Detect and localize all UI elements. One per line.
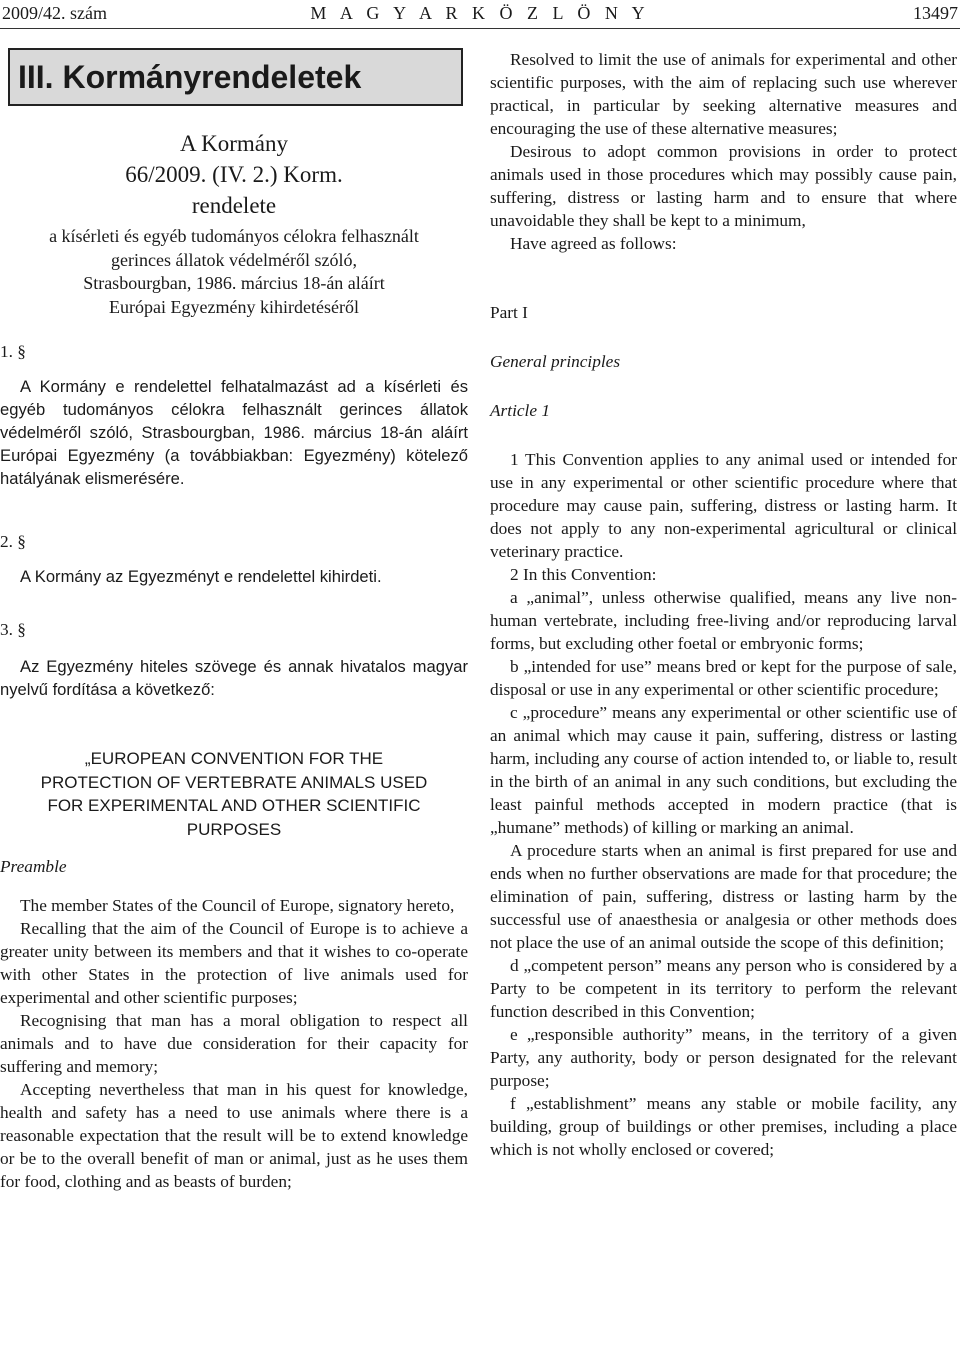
article-paragraph: a „animal”, unless otherwise qualified, means any live non-human vertebrate, including free-living and/or reproducing larval forms, but excluding other foetal or embryonic forms; [490,588,957,653]
article-paragraph: A procedure starts when an animal is first prepared for use and ends when no further observations are made for that procedure; the elimination of pain, suffering, distress or lasting harm by the successful use of anaesthesia or analgesia or other methods does not place the use of an animal outside the scope of this definition; [490,841,957,952]
preamble-paragraph: Resolved to limit the use of animals for experimental and other scientific purposes, with the aim of replacing such use wherever practical, in particular by seeking alternative measures and encouraging the use of these alternative measures; [490,50,957,138]
article-paragraph: c „procedure” means any experimental or other scientific use of an animal which may cause it pain, suffering, distress or lasting harm, including any course of action intended to, or liable to, result in the birth of an animal in any such conditions, but excluding the least painful methods accepted in modern practice (that is „humane” methods) of killing or marking an animal. [490,703,957,837]
convention-title-line: „EUROPEAN CONVENTION FOR THE [84,749,384,768]
preamble-paragraph: The member States of the Council of Europe, signatory hereto, [20,896,455,915]
right-column [490,48,957,1161]
convention-title-line: PURPOSES [186,819,282,839]
decree-word: rendelete [191,193,277,218]
preamble-paragraph: Have agreed as follows: [510,234,677,253]
section-heading: 3. § [0,620,26,639]
section-text: Az Egyezmény hiteles szövege és annak hivatalos magyar nyelvű fordítása a következő: [0,657,468,699]
page-number: 13497 [913,3,958,23]
decree-number: 66/2009. (IV. 2.) Korm. [125,162,343,187]
article-paragraph: d „competent person” means any person who is considered by a Party to be competent in its territory to perform the relevant function described in this Convention; [490,956,957,1021]
issue-number: 2009/42. szám [2,3,107,23]
section-heading: 1. § [0,342,26,361]
part-heading: Part I [490,303,528,322]
part-title: III. Kormányrendeletek [8,48,463,106]
article-paragraph: f „establishment” means any stable or mobile facility, any building, group of buildings or other premises, including a place which is not wholly enclosed or covered; [490,1094,957,1159]
left-column [0,48,468,1193]
section-heading: 2. § [0,532,26,551]
preamble-paragraph: Desirous to adopt common provisions in order to protect animals used in those procedures which may possibly cause pain, suffering, distress or lasting harm and to ensure that where unavoidable they shall be kept to a minimum, [490,142,957,230]
article-paragraph: 2 In this Convention: [510,565,657,584]
article-paragraph: 1 This Convention applies to any animal used or intended for use in any experimental or other scientific procedure where that procedure may cause pain, suffering, distress or lasting harm. It does not apply to any non-experimental agricultural or clinical veterinary practice. [490,450,957,561]
article-heading: Article 1 [490,401,550,420]
convention-title-line: FOR EXPERIMENTAL AND OTHER SCIENTIFIC [47,796,421,815]
decree-subject-line: gerinces állatok védelméről szóló, [111,249,357,270]
preamble-heading: Preamble [0,857,67,876]
journal-title: M A G Y A R K Ö Z L Ö N Y [310,3,650,23]
section-text: A Kormány e rendelettel felhatalmazást ad a kísérleti és egyéb tudományos célokra felhasznált gerinces állatok védelméről szóló, Strasbourgban, 1986. március 18-án aláírt Európai Egyezmény (a továbbiakban: Egyezmény) kötelező hatályának elismerésére. [0,377,468,488]
decree-subject-line: Európai Egyezmény kihirdetéséről [109,296,359,317]
part-name: General principles [490,352,621,371]
article-paragraph: b „intended for use” means bred or kept for the purpose of sale, disposal or use in any experimental or other scientific procedure; [490,657,957,699]
header-rule [0,28,960,29]
convention-title-line: PROTECTION OF VERTEBRATE ANIMALS USED [40,772,428,792]
preamble-paragraph: Recognising that man has a moral obligation to respect all animals and to have due consideration for their capacity for suffering and memory; [0,1011,468,1076]
section-text: A Kormány az Egyezményt e rendelettel kihirdeti. [20,567,382,586]
government-heading: A Kormány [180,131,288,156]
article-paragraph: e „responsible authority” means, in the territory of a given Party, any authority, body or person designated for the relevant purpose; [490,1025,957,1090]
page-header [0,0,960,26]
preamble-paragraph: Recalling that the aim of the Council of Europe is to achieve a greater unity between its members and that it wishes to co-operate with other States in the protection of live animals used for experimental and other scientific purposes; [0,919,468,1007]
preamble-paragraph: Accepting nevertheless that man in his quest for knowledge, health and safety has a need to use animals where there is a reasonable expectation that the result will be to extend knowledge or be to the overall benefit of man or animal, just as he uses them for food, clothing and as beasts of burden; [0,1080,468,1191]
decree-subject-line: a kísérleti és egyéb tudományos célokra felhasznált [49,226,419,246]
decree-subject-line: Strasbourgban, 1986. március 18-án aláírt [83,273,385,293]
